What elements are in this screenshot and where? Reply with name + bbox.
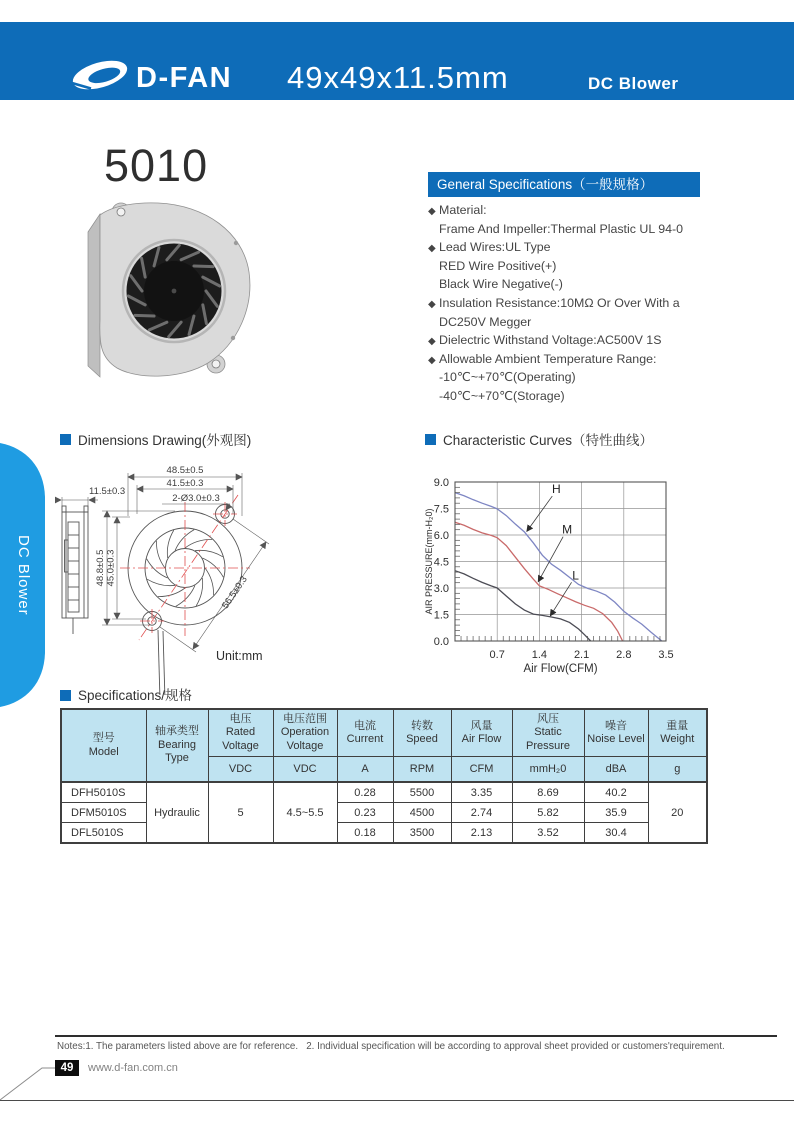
section-heading-curves: Characteristic Curves（特性曲线） <box>443 433 654 448</box>
column-header-bearing: 轴承类型 Bearing Type <box>146 709 208 782</box>
spec-text: -10℃~+70℃(Operating) <box>439 370 576 385</box>
spec-text: Material: <box>439 203 487 217</box>
brand-name: D-FAN <box>136 62 233 94</box>
x-tick-label: 3.5 <box>658 649 674 661</box>
table-cell: 4500 <box>393 803 451 823</box>
table-cell: 3.35 <box>451 782 512 803</box>
column-header-model: 型号 Model <box>61 709 146 782</box>
dimension-label-hole-span-width: 41.5±0.3 <box>166 478 204 489</box>
table-cell: 35.9 <box>584 803 648 823</box>
spec-item <box>428 294 748 313</box>
footer-divider-bottom <box>0 1100 794 1101</box>
section-heading-specifications: Specifications/规格 <box>78 688 193 703</box>
curve-L <box>455 571 591 641</box>
spec-text: Allowable Ambient Temperature Range: <box>439 351 657 366</box>
column-header-operation-voltage: 电压范围 Operation Voltage <box>273 709 337 757</box>
spec-text: Lead Wires:UL Type <box>439 240 551 255</box>
y-tick-label: 6.0 <box>433 530 449 542</box>
table-cell-operation-voltage: 4.5~5.5 <box>273 782 337 843</box>
website-url: www.d-fan.com.cn <box>88 1062 178 1074</box>
table-cell-model: DFM5010S <box>61 803 146 823</box>
spec-item <box>428 350 748 369</box>
unit-cell: mmH₂0 <box>512 757 584 783</box>
unit-cell: g <box>648 757 707 783</box>
table-cell: 3.52 <box>512 823 584 844</box>
footer-notes: Notes:1. The parameters listed above are for reference. 2. Individual specification will be according to approval sheet provided or customers'requirement. <box>57 1041 725 1052</box>
side-view <box>62 506 88 634</box>
table-cell: 0.18 <box>337 823 393 844</box>
footer-corner-line <box>0 1058 60 1104</box>
spec-text: Frame And Impeller:Thermal Plastic UL 94-0 <box>439 221 684 236</box>
page-number-badge: 49 <box>55 1060 79 1076</box>
table-cell: 0.23 <box>337 803 393 823</box>
characteristic-curves-chart <box>423 455 785 685</box>
unit-cell: A <box>337 757 393 783</box>
dimension-label-mount-holes: 2-Ø3.0±0.3 <box>172 493 220 504</box>
spec-item <box>428 220 748 239</box>
section-heading-dimensions: Dimensions Drawing(外观图) <box>78 433 252 448</box>
product-type-label: DC Blower <box>588 74 679 93</box>
spec-text: DC250V Megger <box>439 314 532 329</box>
table-row <box>61 782 707 803</box>
bullet-diamond-icon: ◆ <box>428 354 436 366</box>
column-header-rated-voltage: 电压 Rated Voltage <box>208 709 273 757</box>
table-cell: 5500 <box>393 782 451 803</box>
spec-item <box>428 275 748 294</box>
table-cell: 40.2 <box>584 782 648 803</box>
x-tick-label: 1.4 <box>531 649 548 661</box>
curve-label-H: H <box>551 482 561 497</box>
dimensions-drawing <box>55 450 420 695</box>
general-specs-list <box>428 201 748 406</box>
unit-cell: RPM <box>393 757 451 783</box>
general-specs-title-bar: General Specifications（一般规格） <box>428 172 700 197</box>
y-tick-label: 1.5 <box>433 609 449 622</box>
spec-item <box>428 201 748 220</box>
table-cell: 0.28 <box>337 782 393 803</box>
spec-item <box>428 368 748 387</box>
table-cell: 2.13 <box>451 823 512 844</box>
table-cell: 30.4 <box>584 823 648 844</box>
spec-item <box>428 313 748 332</box>
section-marker-icon <box>60 434 71 445</box>
unit-cell: CFM <box>451 757 512 783</box>
column-header-airflow: 风量 Air Flow <box>451 709 512 757</box>
y-tick-label: 0.0 <box>433 636 449 648</box>
column-header-weight: 重量 Weight <box>648 709 707 757</box>
spec-text: Insulation Resistance:10MΩ Or Over With a <box>439 295 680 310</box>
y-tick-label: 7.5 <box>433 503 449 516</box>
specifications-table <box>60 708 708 844</box>
column-header-noise: 噪音 Noise Level <box>584 709 648 757</box>
bullet-diamond-icon: ◆ <box>428 298 436 310</box>
x-axis-title: Air Flow(CFM) <box>523 663 598 675</box>
bullet-diamond-icon: ◆ <box>428 206 436 217</box>
table-cell-bearing: Hydraulic <box>146 782 208 843</box>
side-tab-label: DC Blower <box>15 535 32 616</box>
dimension-label-thickness: 11.5±0.3 <box>89 486 126 497</box>
size-title: 49x49x11.5mm <box>287 60 509 95</box>
column-header-speed: 转数 Speed <box>393 709 451 757</box>
table-cell: 5.82 <box>512 803 584 823</box>
x-tick-label: 2.1 <box>573 649 590 661</box>
y-tick-label: 3.0 <box>433 583 449 595</box>
y-tick-label: 4.5 <box>433 556 449 569</box>
spec-item <box>428 257 748 276</box>
dimension-label-diagonal: 56.5±0.3 <box>220 574 250 611</box>
product-photo <box>83 198 261 390</box>
bullet-diamond-icon: ◆ <box>428 243 436 255</box>
table-cell-rated-voltage: 5 <box>208 782 273 843</box>
table-cell-model: DFH5010S <box>61 782 146 803</box>
dimension-label-outer-width: 48.5±0.5 <box>166 465 204 476</box>
table-cell: 8.69 <box>512 782 584 803</box>
centerlines <box>120 495 250 640</box>
x-tick-label: 0.7 <box>489 649 505 661</box>
mount-hole-icon <box>212 360 220 368</box>
bullet-diamond-icon: ◆ <box>428 336 436 348</box>
dimension-label-outer-height: 48.8±0.5 <box>95 549 106 587</box>
table-cell: 2.74 <box>451 803 512 823</box>
column-header-static-pressure: 风压 Static Pressure <box>512 709 584 757</box>
spec-text: Dielectric Withstand Voltage:AC500V 1S <box>439 333 662 348</box>
top-banner <box>0 22 794 100</box>
table-cell: 3500 <box>393 823 451 844</box>
unit-cell: dBA <box>584 757 648 783</box>
y-tick-label: 9.0 <box>433 477 449 489</box>
x-tick-label: 2.8 <box>616 649 632 661</box>
spec-item <box>428 387 748 406</box>
spec-item <box>428 331 748 350</box>
curve-label-M: M <box>562 522 573 537</box>
spec-text: RED Wire Positive(+) <box>439 258 557 273</box>
column-header-current: 电流 Current <box>337 709 393 757</box>
y-axis-title: AIR PRESSURE(mm-H₂0) <box>424 508 434 615</box>
section-marker-icon <box>425 434 436 445</box>
spec-text: -40℃~+70℃(Storage) <box>439 388 565 403</box>
unit-cell: VDC <box>273 757 337 783</box>
dimension-label-hole-span-height: 45.0±0.3 <box>105 549 117 587</box>
d-fan-logo-icon <box>70 59 132 93</box>
unit-cell: VDC <box>208 757 273 783</box>
spec-text: Black Wire Negative(-) <box>439 277 563 292</box>
mount-hole-icon <box>117 208 125 216</box>
model-number-heading: 5010 <box>104 140 209 191</box>
spec-item <box>428 238 748 257</box>
table-cell-model: DFL5010S <box>61 823 146 844</box>
unit-note: Unit:mm <box>216 649 263 663</box>
footer-divider-top <box>55 1035 777 1037</box>
curve-label-L: L <box>572 568 579 583</box>
table-cell-weight: 20 <box>648 782 707 843</box>
